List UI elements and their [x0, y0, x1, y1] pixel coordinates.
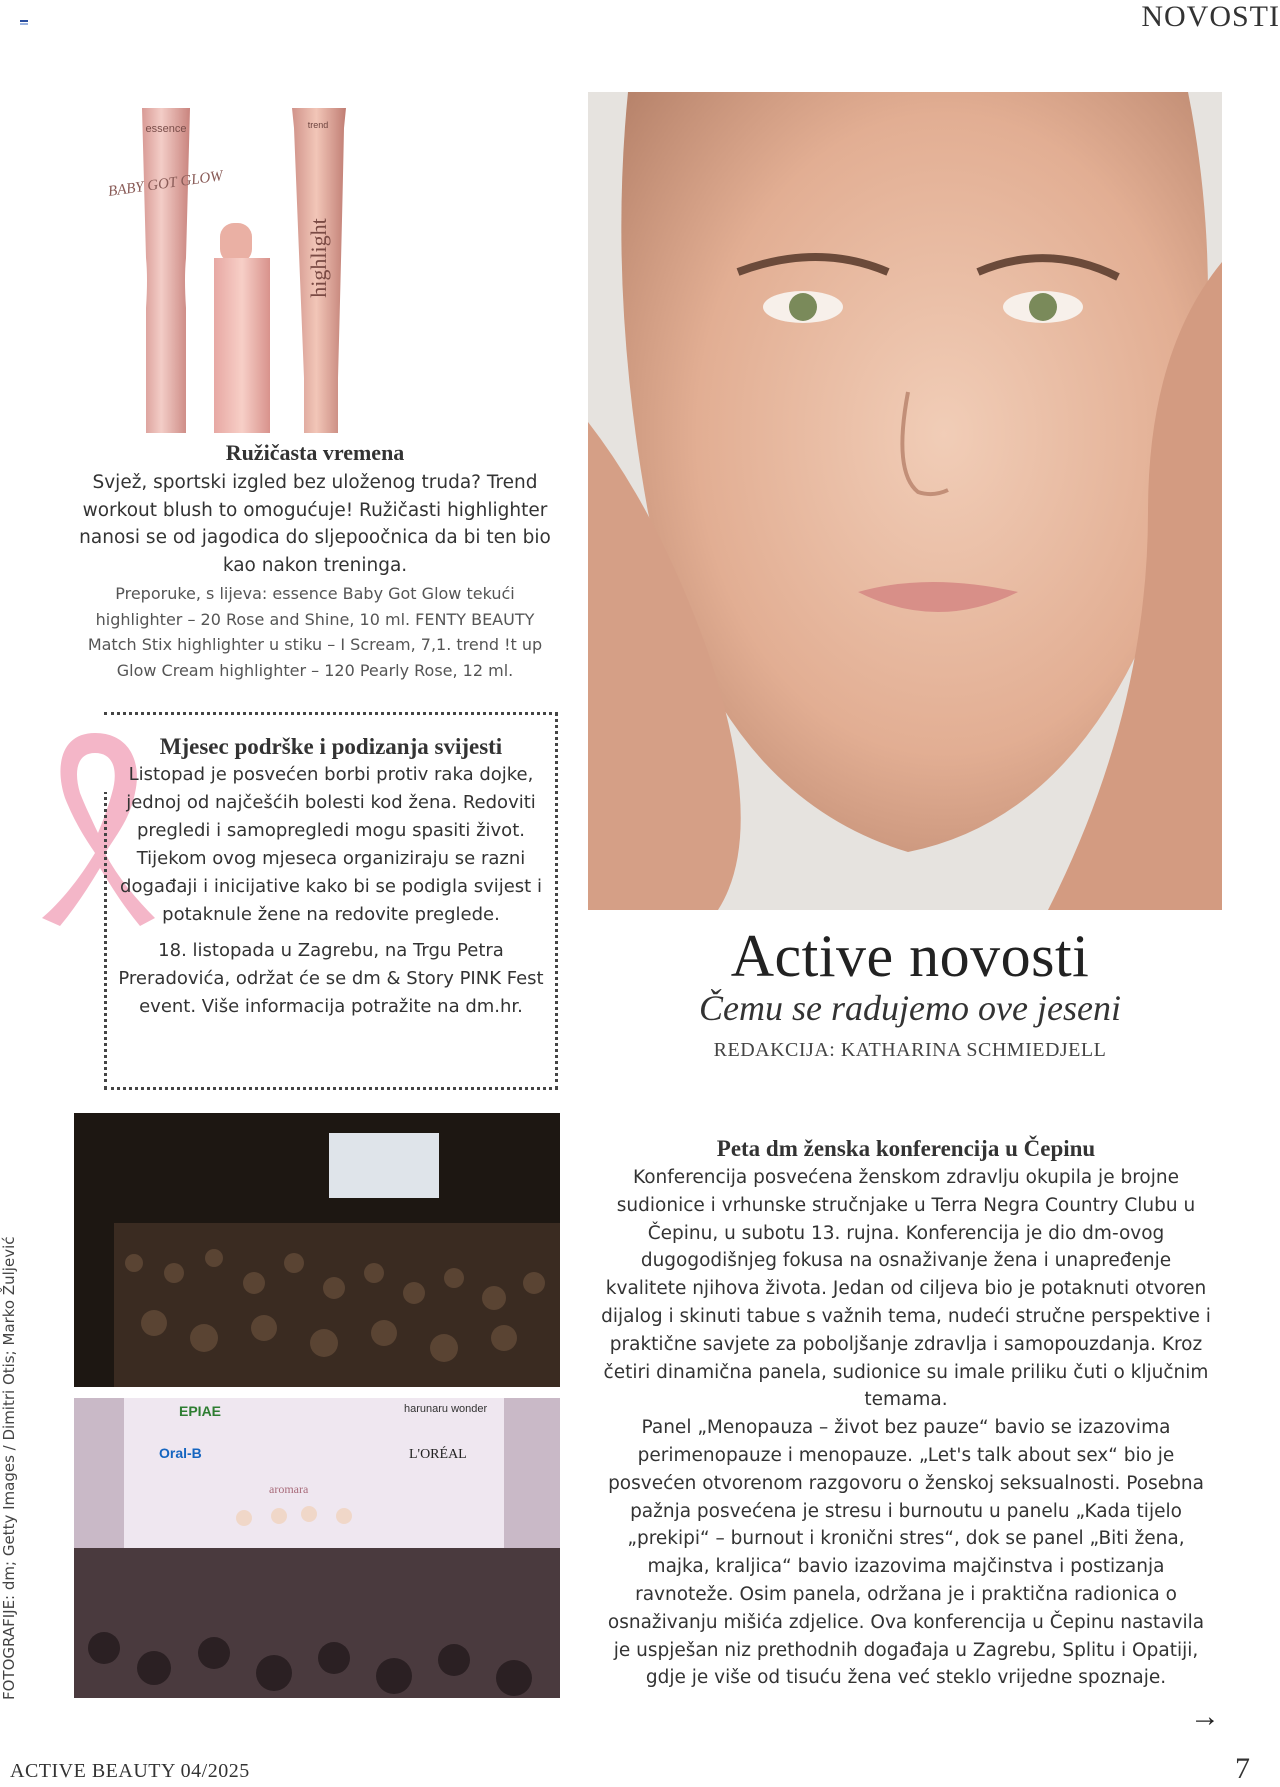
conference-para1: Konferencija posvećena ženskom zdravlju okupila je brojne sudionice i vrhunske stručnjake u Terra Negra Country Clubu u Čepinu, u subotu 13. rujna. Konferencija je dio dm-ovog dugogodišnjeg fokusa na osnaživanje žena i unapređenje kvalitete njihova života. Jedan od ciljeva bio je potaknuti otvoren dijalog i skinuti tabue s važnih tema, nudeći stručne perspektive i praktične savjete za poboljšanje zdravlja i samopouzdanja. Kroz četiri dinamična panela, sudionice su imale priliku čuti o ključnim temama. — [601, 1167, 1211, 1411]
sponsor-5: aromara — [269, 1482, 309, 1496]
portrait-photo — [588, 92, 1222, 910]
conference-photo-stage — [74, 1398, 560, 1698]
headline-block — [600, 922, 1220, 1062]
page-number: 7 — [1235, 1752, 1250, 1785]
headline-byline: REDAKCIJA: KATHARINA SCHMIEDJELL — [713, 1039, 1107, 1061]
tube1-name: BABY GOT GLOW — [107, 168, 224, 201]
sponsor-1: EPIAE — [179, 1403, 222, 1419]
sponsor-2: harunaru wonder — [404, 1403, 488, 1415]
awareness-event: 18. listopada u Zagrebu, na Trgu Petra Preradovića, održat će se dm & Story PINK Fest event. Više informacija potražite na dm.hr. — [118, 940, 544, 1017]
conference-article — [600, 1136, 1212, 1692]
conference-para2: Panel „Menopauza – život bez pauze“ bavio se izazovima perimenopauze i menopauze. „Let's talk about sex“ bio je posvećen otvorenom razgovoru o ženskoj seksualnosti. Posebna pažnja posvećena je stresu i burnoutu u panelu „Kada tijelo „prekipi“ – burnout i kronični stres“, dok se panel „Biti žena, majka, kraljica“ bavio izazovima majčinstva i postizanja ravnoteže. Osim panela, održana je i praktična radionica o osnaživanju mišića zdjelice. Ova konferencija u Čepinu nastavila je uspješan niz prethodnih događaja u Zagrebu, Splitu i Opatiji, gdje je više od tisuću žena već steklo vrijedne spoznaje. — [607, 1417, 1205, 1689]
tube3-name: highlight — [306, 218, 331, 298]
awareness-title: Mjesec podrške i podizanja svijesti — [159, 734, 503, 759]
awareness-box — [104, 712, 558, 1090]
tube3-brand: trend — [307, 120, 329, 130]
tube1-brand: essence — [145, 123, 187, 135]
corner-mark — [20, 20, 28, 26]
blush-title: Ružičasta vremena — [225, 440, 405, 465]
conference-title: Peta dm ženska konferencija u Čepinu — [716, 1136, 1096, 1161]
headline-title: Active novosti — [730, 923, 1090, 989]
photo-credit: FOTOGRAFIJE: dm; Getty Images / Dimitri Otis; Marko Žuljević — [0, 1236, 18, 1700]
footer-magazine: ACTIVE BEAUTY 04/2025 — [10, 1760, 250, 1782]
next-page-arrow-icon[interactable]: → — [1190, 1700, 1220, 1733]
conference-photo-audience — [74, 1113, 560, 1387]
blush-lead: Svjež, sportski izgled bez uloženog truda? Trend workout blush to omogućuje! Ružičasti highlighter nanosi se od jagodica do sljepoočnica da bi ten bio kao nakon treninga. — [79, 472, 551, 576]
products-image — [107, 108, 420, 438]
sponsor-4: L'ORÉAL — [409, 1447, 467, 1462]
blush-recommendations: Preporuke, s lijeva: essence Baby Got Glow tekući highlighter – 20 Rose and Shine, 10 ml. FENTY BEAUTY Match Stix highlighter u stiku – I Scream, 7,1. trend !t up Glow Cream highlighter – 120 Pearly Rose, 12 ml. — [87, 584, 543, 680]
section-title: NOVOSTI — [1141, 0, 1280, 33]
sponsor-3: Oral-B — [159, 1445, 202, 1461]
headline-subtitle: Čemu se radujemo ove jeseni — [699, 988, 1121, 1028]
awareness-body: Listopad je posvećen borbi protiv raka dojke, jednoj od najčešćih bolesti kod žena. Redoviti pregledi i samopregledi mogu spasiti život. Tijekom ovog mjeseca organiziraju se razni događaji i inicijative kako bi se podigla svijest i potaknule žene na redovite preglede. — [120, 764, 542, 925]
blush-article — [70, 440, 560, 683]
